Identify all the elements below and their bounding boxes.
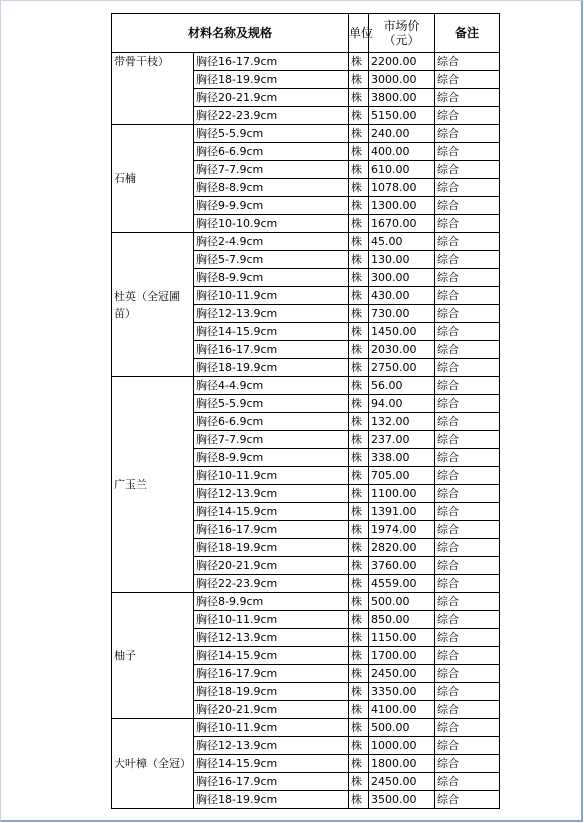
price-cell: 5150.00: [369, 107, 435, 125]
remark-cell: 综合: [435, 665, 500, 683]
price-sheet: [111, 13, 499, 809]
spec-cell: 胸径12-13.9cm: [194, 629, 349, 647]
table-row: [112, 377, 500, 395]
remark-cell: 综合: [435, 395, 500, 413]
spec-cell: 胸径2-4.9cm: [194, 233, 349, 251]
price-cell: 3500.00: [369, 791, 435, 809]
remark-cell: 综合: [435, 503, 500, 521]
remark-cell: 综合: [435, 557, 500, 575]
remark-cell: 综合: [435, 431, 500, 449]
spec-cell: 胸径12-13.9cm: [194, 485, 349, 503]
price-cell: 1700.00: [369, 647, 435, 665]
price-cell: 2750.00: [369, 359, 435, 377]
group-name-cell: 广玉兰: [112, 377, 194, 593]
spec-cell: 胸径18-19.9cm: [194, 359, 349, 377]
remark-cell: 综合: [435, 521, 500, 539]
price-cell: 1450.00: [369, 323, 435, 341]
unit-cell: 株: [349, 575, 369, 593]
price-cell: 1391.00: [369, 503, 435, 521]
spec-cell: 胸径9-9.9cm: [194, 197, 349, 215]
price-cell: 300.00: [369, 269, 435, 287]
unit-cell: 株: [349, 179, 369, 197]
table-row: [112, 53, 500, 71]
price-cell: 94.00: [369, 395, 435, 413]
remark-cell: 综合: [435, 467, 500, 485]
table-row: [112, 593, 500, 611]
unit-cell: 株: [349, 197, 369, 215]
price-cell: 2450.00: [369, 773, 435, 791]
spec-cell: 胸径10-11.9cm: [194, 719, 349, 737]
unit-cell: 株: [349, 71, 369, 89]
remark-cell: 综合: [435, 53, 500, 71]
spec-cell: 胸径16-17.9cm: [194, 773, 349, 791]
price-cell: 3800.00: [369, 89, 435, 107]
unit-cell: 株: [349, 503, 369, 521]
header-price-line1: 市场价: [383, 19, 420, 33]
spec-cell: 胸径10-11.9cm: [194, 287, 349, 305]
spec-cell: 胸径20-21.9cm: [194, 89, 349, 107]
unit-cell: 株: [349, 125, 369, 143]
remark-cell: 综合: [435, 179, 500, 197]
unit-cell: 株: [349, 647, 369, 665]
spec-cell: 胸径18-19.9cm: [194, 71, 349, 89]
spec-cell: 胸径4-4.9cm: [194, 377, 349, 395]
remark-cell: 综合: [435, 251, 500, 269]
remark-cell: 综合: [435, 323, 500, 341]
unit-cell: 株: [349, 287, 369, 305]
price-cell: 56.00: [369, 377, 435, 395]
header-row: [112, 14, 500, 53]
price-cell: 1100.00: [369, 485, 435, 503]
unit-cell: 株: [349, 701, 369, 719]
price-cell: 500.00: [369, 719, 435, 737]
unit-cell: 株: [349, 305, 369, 323]
header-unit: 单位: [349, 14, 369, 53]
spec-cell: 胸径6-6.9cm: [194, 143, 349, 161]
unit-cell: 株: [349, 593, 369, 611]
remark-cell: 综合: [435, 737, 500, 755]
spec-cell: 胸径16-17.9cm: [194, 53, 349, 71]
remark-cell: 综合: [435, 125, 500, 143]
unit-cell: 株: [349, 107, 369, 125]
remark-cell: 综合: [435, 107, 500, 125]
unit-cell: 株: [349, 539, 369, 557]
spec-cell: 胸径10-11.9cm: [194, 611, 349, 629]
spec-cell: 胸径20-21.9cm: [194, 557, 349, 575]
spec-cell: 胸径7-7.9cm: [194, 161, 349, 179]
unit-cell: 株: [349, 413, 369, 431]
remark-cell: 综合: [435, 449, 500, 467]
price-cell: 130.00: [369, 251, 435, 269]
spec-cell: 胸径5-5.9cm: [194, 395, 349, 413]
unit-cell: 株: [349, 719, 369, 737]
unit-cell: 株: [349, 143, 369, 161]
remark-cell: 综合: [435, 647, 500, 665]
group-name-cell: 带骨干枝）: [112, 53, 194, 125]
unit-cell: 株: [349, 611, 369, 629]
group-name-cell: 柚子: [112, 593, 194, 719]
price-cell: 1078.00: [369, 179, 435, 197]
remark-cell: 综合: [435, 305, 500, 323]
price-cell: 4100.00: [369, 701, 435, 719]
group-name-cell: 杜英（全冠圃苗）: [112, 233, 194, 377]
spec-cell: 胸径10-11.9cm: [194, 467, 349, 485]
spec-cell: 胸径22-23.9cm: [194, 107, 349, 125]
price-cell: 400.00: [369, 143, 435, 161]
unit-cell: 株: [349, 251, 369, 269]
spec-cell: 胸径8-8.9cm: [194, 179, 349, 197]
spec-cell: 胸径5-7.9cm: [194, 251, 349, 269]
price-cell: 1150.00: [369, 629, 435, 647]
remark-cell: 综合: [435, 413, 500, 431]
price-cell: 610.00: [369, 161, 435, 179]
remark-cell: 综合: [435, 359, 500, 377]
unit-cell: 株: [349, 629, 369, 647]
unit-cell: 株: [349, 557, 369, 575]
spec-cell: 胸径16-17.9cm: [194, 521, 349, 539]
spec-cell: 胸径10-10.9cm: [194, 215, 349, 233]
unit-cell: 株: [349, 89, 369, 107]
price-cell: 1974.00: [369, 521, 435, 539]
spec-cell: 胸径14-15.9cm: [194, 503, 349, 521]
table-row: [112, 125, 500, 143]
remark-cell: 综合: [435, 593, 500, 611]
remark-cell: 综合: [435, 341, 500, 359]
remark-cell: 综合: [435, 485, 500, 503]
price-cell: 237.00: [369, 431, 435, 449]
group-name-cell: 大叶樟（全冠）: [112, 719, 194, 809]
spec-cell: 胸径6-6.9cm: [194, 413, 349, 431]
price-cell: 2820.00: [369, 539, 435, 557]
remark-cell: 综合: [435, 161, 500, 179]
remark-cell: 综合: [435, 269, 500, 287]
spec-cell: 胸径16-17.9cm: [194, 665, 349, 683]
remark-cell: 综合: [435, 233, 500, 251]
unit-cell: 株: [349, 467, 369, 485]
price-cell: 2200.00: [369, 53, 435, 71]
spec-cell: 胸径20-21.9cm: [194, 701, 349, 719]
spec-cell: 胸径16-17.9cm: [194, 341, 349, 359]
remark-cell: 综合: [435, 575, 500, 593]
header-remark: 备注: [435, 14, 500, 53]
price-cell: 2450.00: [369, 665, 435, 683]
spec-cell: 胸径14-15.9cm: [194, 755, 349, 773]
remark-cell: 综合: [435, 755, 500, 773]
spec-cell: 胸径22-23.9cm: [194, 575, 349, 593]
price-cell: 1800.00: [369, 755, 435, 773]
header-price-line2: （元）: [383, 33, 420, 47]
remark-cell: 综合: [435, 71, 500, 89]
header-name-spec: 材料名称及规格: [112, 14, 349, 53]
remark-cell: 综合: [435, 701, 500, 719]
unit-cell: 株: [349, 269, 369, 287]
price-cell: 500.00: [369, 593, 435, 611]
remark-cell: 综合: [435, 791, 500, 809]
price-cell: 850.00: [369, 611, 435, 629]
unit-cell: 株: [349, 791, 369, 809]
unit-cell: 株: [349, 215, 369, 233]
unit-cell: 株: [349, 53, 369, 71]
spec-cell: 胸径5-5.9cm: [194, 125, 349, 143]
unit-cell: 株: [349, 161, 369, 179]
unit-cell: 株: [349, 449, 369, 467]
table-row: [112, 233, 500, 251]
remark-cell: 综合: [435, 629, 500, 647]
unit-cell: 株: [349, 377, 369, 395]
remark-cell: 综合: [435, 539, 500, 557]
price-cell: 45.00: [369, 233, 435, 251]
price-cell: 1670.00: [369, 215, 435, 233]
unit-cell: 株: [349, 683, 369, 701]
price-cell: 1300.00: [369, 197, 435, 215]
unit-cell: 株: [349, 521, 369, 539]
price-cell: 132.00: [369, 413, 435, 431]
group-name-cell: 石楠: [112, 125, 194, 233]
spec-cell: 胸径18-19.9cm: [194, 791, 349, 809]
unit-cell: 株: [349, 233, 369, 251]
unit-cell: 株: [349, 395, 369, 413]
unit-cell: 株: [349, 341, 369, 359]
remark-cell: 综合: [435, 377, 500, 395]
unit-cell: 株: [349, 323, 369, 341]
price-cell: 705.00: [369, 467, 435, 485]
spec-cell: 胸径18-19.9cm: [194, 539, 349, 557]
price-cell: 240.00: [369, 125, 435, 143]
remark-cell: 综合: [435, 719, 500, 737]
unit-cell: 株: [349, 773, 369, 791]
price-cell: 3350.00: [369, 683, 435, 701]
header-price: [369, 14, 435, 53]
table-body: [112, 53, 500, 809]
price-cell: 1000.00: [369, 737, 435, 755]
spec-cell: 胸径18-19.9cm: [194, 683, 349, 701]
remark-cell: 综合: [435, 197, 500, 215]
price-cell: 3760.00: [369, 557, 435, 575]
unit-cell: 株: [349, 431, 369, 449]
unit-cell: 株: [349, 665, 369, 683]
unit-cell: 株: [349, 755, 369, 773]
spec-cell: 胸径8-9.9cm: [194, 593, 349, 611]
spec-cell: 胸径14-15.9cm: [194, 323, 349, 341]
remark-cell: 综合: [435, 683, 500, 701]
remark-cell: 综合: [435, 287, 500, 305]
unit-cell: 株: [349, 359, 369, 377]
price-cell: 338.00: [369, 449, 435, 467]
spec-cell: 胸径8-9.9cm: [194, 449, 349, 467]
remark-cell: 综合: [435, 143, 500, 161]
spec-cell: 胸径14-15.9cm: [194, 647, 349, 665]
price-cell: 4559.00: [369, 575, 435, 593]
price-cell: 430.00: [369, 287, 435, 305]
price-cell: 2030.00: [369, 341, 435, 359]
spec-cell: 胸径8-9.9cm: [194, 269, 349, 287]
price-table: [111, 13, 500, 809]
unit-cell: 株: [349, 485, 369, 503]
spec-cell: 胸径7-7.9cm: [194, 431, 349, 449]
price-cell: 730.00: [369, 305, 435, 323]
unit-cell: 株: [349, 737, 369, 755]
price-cell: 3000.00: [369, 71, 435, 89]
remark-cell: 综合: [435, 89, 500, 107]
remark-cell: 综合: [435, 611, 500, 629]
spec-cell: 胸径12-13.9cm: [194, 737, 349, 755]
table-row: [112, 719, 500, 737]
remark-cell: 综合: [435, 773, 500, 791]
remark-cell: 综合: [435, 215, 500, 233]
spec-cell: 胸径12-13.9cm: [194, 305, 349, 323]
